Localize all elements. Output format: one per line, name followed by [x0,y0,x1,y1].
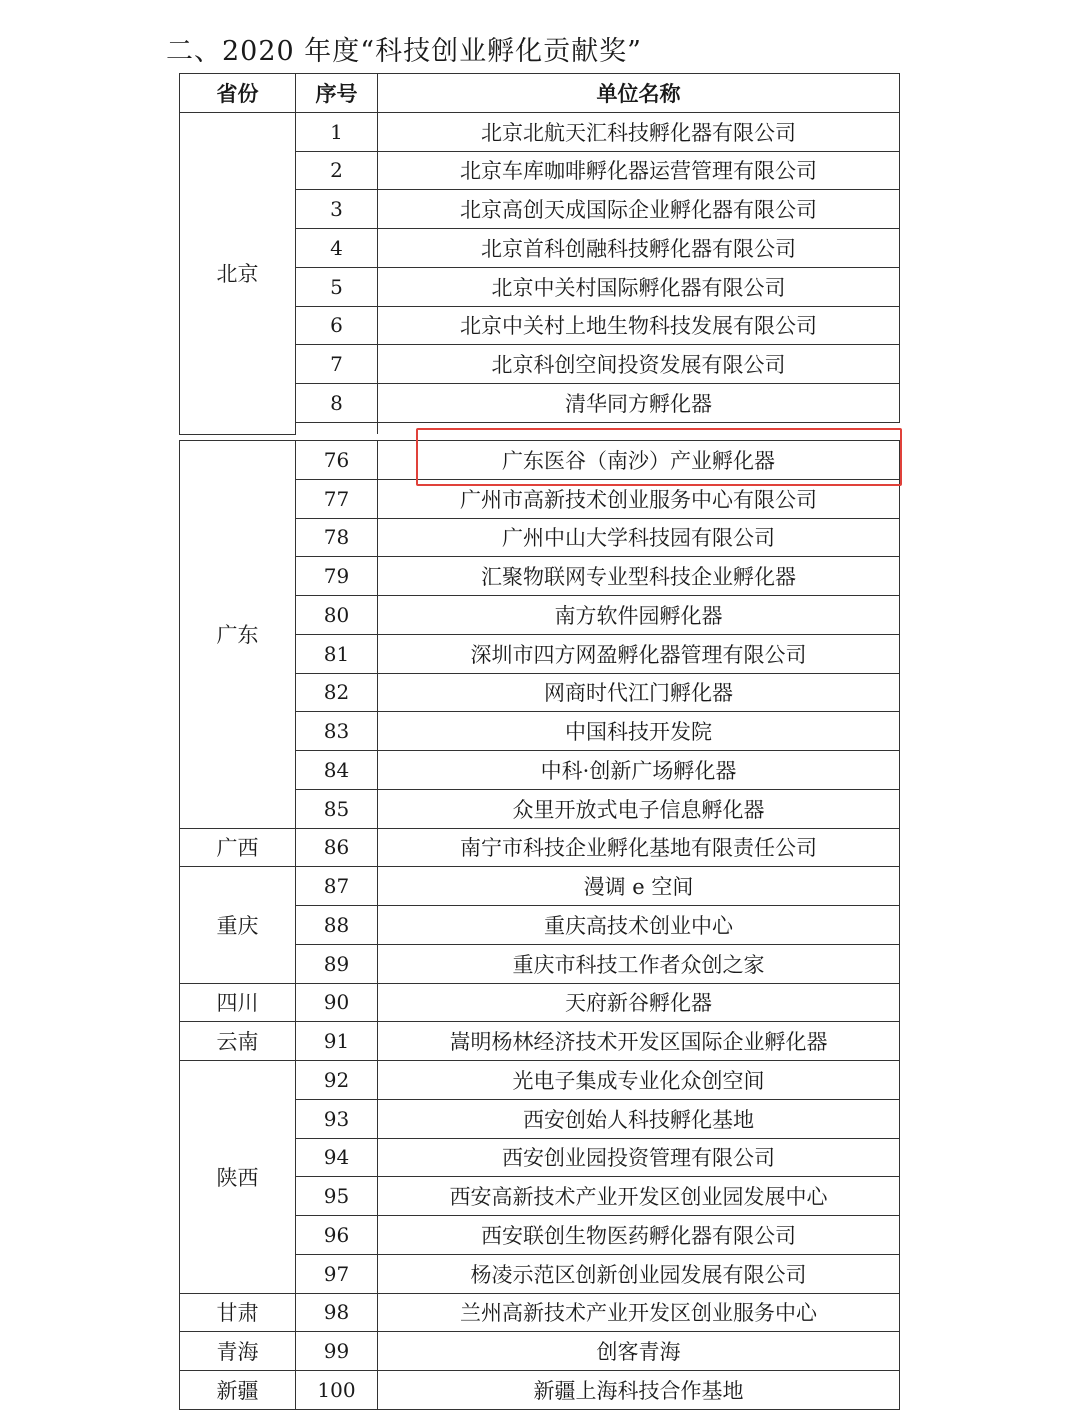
seq-cell: 80 [296,596,378,635]
unit-name-cell: 漫调 e 空间 [378,867,900,906]
seq-cell: 5 [296,267,378,306]
unit-name-cell: 中国科技开发院 [378,712,900,751]
seq-cell: 84 [296,751,378,790]
unit-name-cell: 新疆上海科技合作基地 [378,1371,900,1410]
seq-cell: 92 [296,1061,378,1100]
seq-cell: 97 [296,1254,378,1293]
header-province: 省份 [180,74,296,113]
seq-cell: 78 [296,518,378,557]
unit-name-cell: 北京中关村上地生物科技发展有限公司 [378,306,900,345]
unit-name-cell: 西安创业园投资管理有限公司 [378,1138,900,1177]
table-row [180,112,900,151]
seq-cell: 83 [296,712,378,751]
province-cell: 新疆 [180,1371,296,1410]
province-cell: 甘肃 [180,1293,296,1332]
table-row [180,828,900,867]
unit-name-cell: 广东医谷（南沙）产业孵化器 [378,441,900,480]
province-cell: 北京 [180,112,296,434]
seq-cell: 82 [296,673,378,712]
province-cell: 重庆 [180,867,296,983]
unit-name-cell: 众里开放式电子信息孵化器 [378,789,900,828]
seq-cell: 1 [296,112,378,151]
award-table-part-1 [179,73,900,435]
unit-name-cell: 南方软件园孵化器 [378,596,900,635]
seq-cell: 3 [296,190,378,229]
unit-name-cell: 北京车库咖啡孵化器运营管理有限公司 [378,151,900,190]
unit-name-cell: 光电子集成专业化众创空间 [378,1061,900,1100]
seq-cell: 76 [296,441,378,480]
seq-cell: 95 [296,1177,378,1216]
unit-name-cell: 西安高新技术产业开发区创业园发展中心 [378,1177,900,1216]
province-cell: 陕西 [180,1061,296,1294]
seq-cell: 99 [296,1332,378,1371]
seq-cell: 88 [296,906,378,945]
table-row [180,1293,900,1332]
table-row [180,1022,900,1061]
table-row [180,867,900,906]
seq-cell: 81 [296,634,378,673]
unit-name-cell: 广州中山大学科技园有限公司 [378,518,900,557]
seq-cell: 94 [296,1138,378,1177]
seq-cell: 87 [296,867,378,906]
table-row [180,983,900,1022]
seq-cell: 85 [296,789,378,828]
header-seq: 序号 [296,74,378,113]
table-row [180,1061,900,1100]
unit-name-cell: 重庆高技术创业中心 [378,906,900,945]
seq-cell: 77 [296,479,378,518]
seq-cell: 6 [296,306,378,345]
seq-cell-cut [296,422,378,434]
province-cell: 广东 [180,441,296,829]
unit-name-cell: 西安创始人科技孵化基地 [378,1099,900,1138]
table-row [180,1371,900,1410]
unit-name-cell: 中科·创新广场孵化器 [378,751,900,790]
province-cell: 四川 [180,983,296,1022]
unit-name-cell: 南宁市科技企业孵化基地有限责任公司 [378,828,900,867]
seq-cell: 4 [296,229,378,268]
seq-cell: 98 [296,1293,378,1332]
province-cell: 云南 [180,1022,296,1061]
seq-cell: 2 [296,151,378,190]
unit-name-cell: 北京科创空间投资发展有限公司 [378,345,900,384]
unit-name-cell: 重庆市科技工作者众创之家 [378,944,900,983]
unit-name-cell: 西安联创生物医药孵化器有限公司 [378,1216,900,1255]
unit-name-cell: 兰州高新技术产业开发区创业服务中心 [378,1293,900,1332]
unit-name-cell: 天府新谷孵化器 [378,983,900,1022]
seq-cell: 90 [296,983,378,1022]
unit-name-cell: 北京北航天汇科技孵化器有限公司 [378,112,900,151]
unit-name-cell: 清华同方孵化器 [378,384,900,423]
seq-cell: 89 [296,944,378,983]
seq-cell: 96 [296,1216,378,1255]
unit-name-cell: 嵩明杨林经济技术开发区国际企业孵化器 [378,1022,900,1061]
document-title: 二、2020 年度“科技创业孵化贡献奖” [166,36,642,67]
unit-name-cell: 汇聚物联网专业型科技企业孵化器 [378,557,900,596]
header-name: 单位名称 [378,74,900,113]
unit-name-cell: 创客青海 [378,1332,900,1371]
province-cell: 青海 [180,1332,296,1371]
highlight-box [416,428,902,486]
seq-cell: 8 [296,384,378,423]
table-header-row [180,74,900,113]
seq-cell: 93 [296,1099,378,1138]
unit-name-cell: 深圳市四方网盈孵化器管理有限公司 [378,634,900,673]
unit-name-cell: 广州市高新技术创业服务中心有限公司 [378,479,900,518]
table-row [180,1332,900,1371]
unit-name-cell: 北京首科创融科技孵化器有限公司 [378,229,900,268]
award-table-part-2 [179,440,900,1410]
seq-cell: 7 [296,345,378,384]
seq-cell: 79 [296,557,378,596]
unit-name-cell: 杨凌示范区创新创业园发展有限公司 [378,1254,900,1293]
seq-cell: 86 [296,828,378,867]
unit-name-cell: 北京高创天成国际企业孵化器有限公司 [378,190,900,229]
unit-name-cell: 网商时代江门孵化器 [378,673,900,712]
seq-cell: 91 [296,1022,378,1061]
province-cell: 广西 [180,828,296,867]
seq-cell: 100 [296,1371,378,1410]
unit-name-cell: 北京中关村国际孵化器有限公司 [378,267,900,306]
